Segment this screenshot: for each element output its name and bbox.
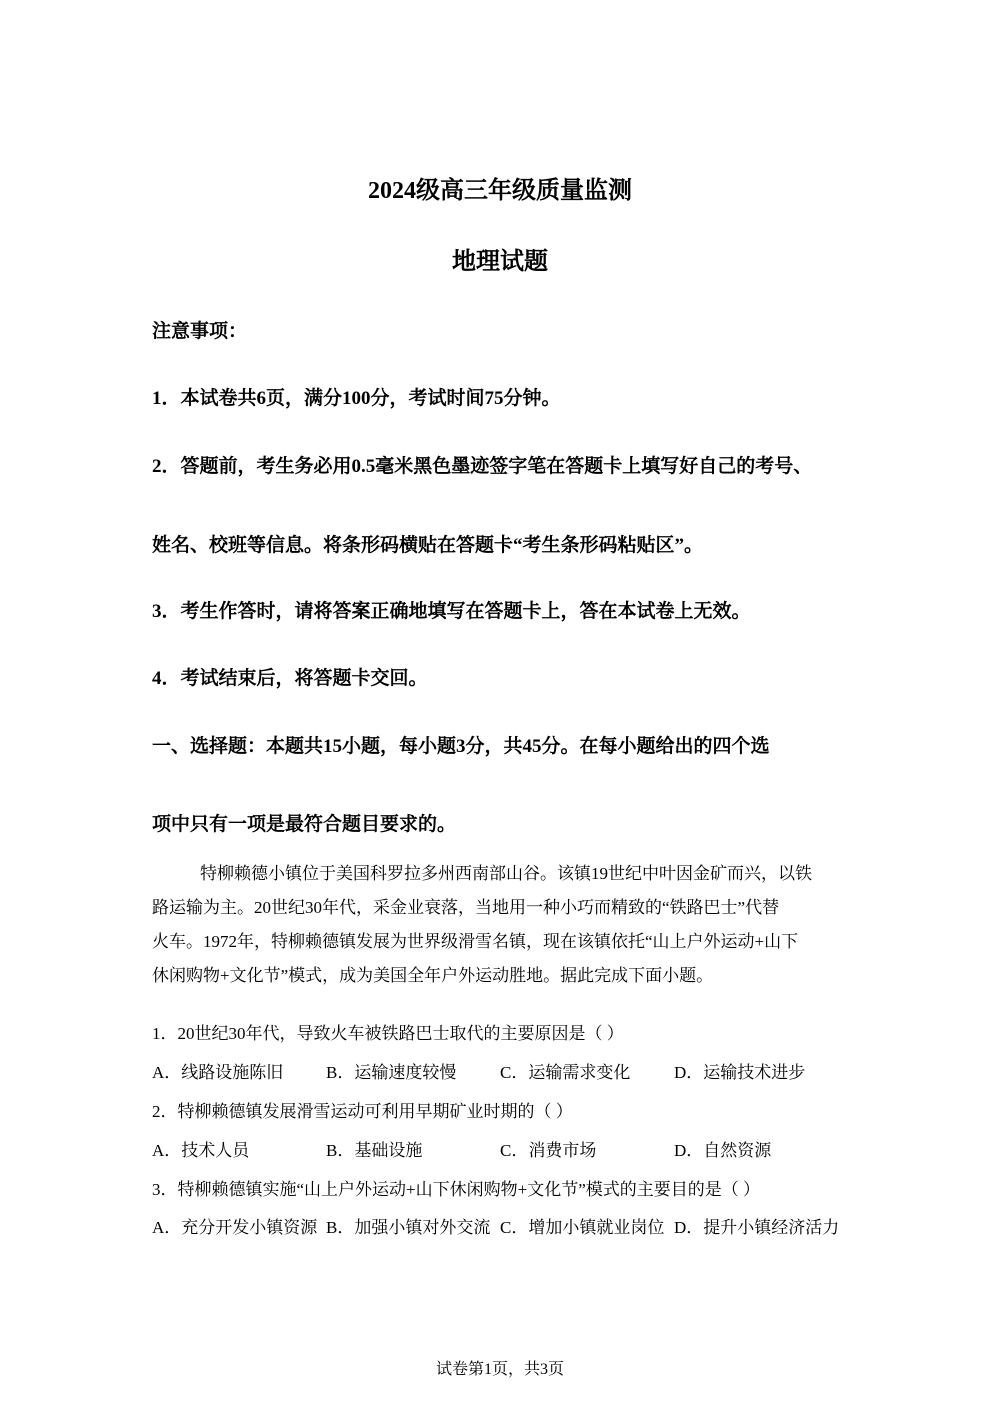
passage-line-1: 特柳赖德小镇位于美国科罗拉多州西南部山谷。该镇19世纪中叶因金矿而兴，以铁 — [200, 864, 812, 883]
reading-passage — [152, 857, 852, 993]
note-item-2-line-1: 2．答题前，考生务必用0.5毫米黑色墨迹签字笔在答题卡上填写好自己的考号、 — [152, 456, 813, 477]
option-a[interactable]: A．技术人员 — [152, 1141, 250, 1160]
note-item-1: 1．本试卷共6页，满分100分，考试时间75分钟。 — [152, 388, 561, 409]
option-c[interactable]: C．增加小镇就业岗位 — [500, 1218, 665, 1237]
exam-subject-title: 地理试题 — [452, 249, 548, 275]
question-3-stem: 3．特柳赖德镇实施“山上户外运动+山下休闲购物+文化节”模式的主要目的是（ ） — [152, 1180, 761, 1199]
option-a[interactable]: A．充分开发小镇资源 — [152, 1218, 318, 1237]
option-b[interactable]: B．运输速度较慢 — [326, 1063, 457, 1082]
note-item-4: 4．考试结束后，将答题卡交回。 — [152, 668, 428, 689]
section-heading-line-1: 一、选择题：本题共15小题，每小题3分，共45分。在每小题给出的四个选 — [152, 736, 770, 757]
note-item-2-line-2: 姓名、校班等信息。将条形码横贴在答题卡“考生条形码粘贴区”。 — [152, 535, 704, 556]
option-d[interactable]: D．运输技术进步 — [674, 1063, 806, 1082]
notes-heading: 注意事项： — [152, 321, 248, 342]
passage-line-4: 休闲购物+文化节”模式，成为美国全年户外运动胜地。据此完成下面小题。 — [152, 966, 714, 985]
note-item-3: 3．考生作答时，请将答案正确地填写在答题卡上，答在本试卷上无效。 — [152, 601, 751, 622]
question-2-stem: 2．特柳赖德镇发展滑雪运动可利用早期矿业时期的（ ） — [152, 1102, 573, 1121]
option-d[interactable]: D．自然资源 — [674, 1141, 772, 1160]
option-c[interactable]: C．运输需求变化 — [500, 1063, 631, 1082]
option-b[interactable]: B．基础设施 — [326, 1141, 423, 1160]
section-heading-line-2: 项中只有一项是最符合题目要求的。 — [152, 814, 457, 835]
option-c[interactable]: C．消费市场 — [500, 1141, 597, 1160]
question-1-stem: 1．20世纪30年代，导致火车被铁路巴士取代的主要原因是（ ） — [152, 1024, 624, 1043]
option-b[interactable]: B．加强小镇对外交流 — [326, 1218, 491, 1237]
exam-title: 2024级高三年级质量监测 — [368, 178, 632, 204]
option-d[interactable]: D．提升小镇经济活力 — [674, 1218, 840, 1237]
passage-line-2: 路运输为主。20世纪30年代，采金业衰落，当地用一种小巧而精致的“铁路巴士”代替 — [152, 898, 780, 917]
passage-line-3: 火车。1972年，特柳赖德镇发展为世界级滑雪名镇，现在该镇依托“山上户外运动+山下 — [152, 932, 799, 951]
option-a[interactable]: A．线路设施陈旧 — [152, 1063, 284, 1082]
page-footer: 试卷第1页，共3页 — [435, 1361, 564, 1378]
